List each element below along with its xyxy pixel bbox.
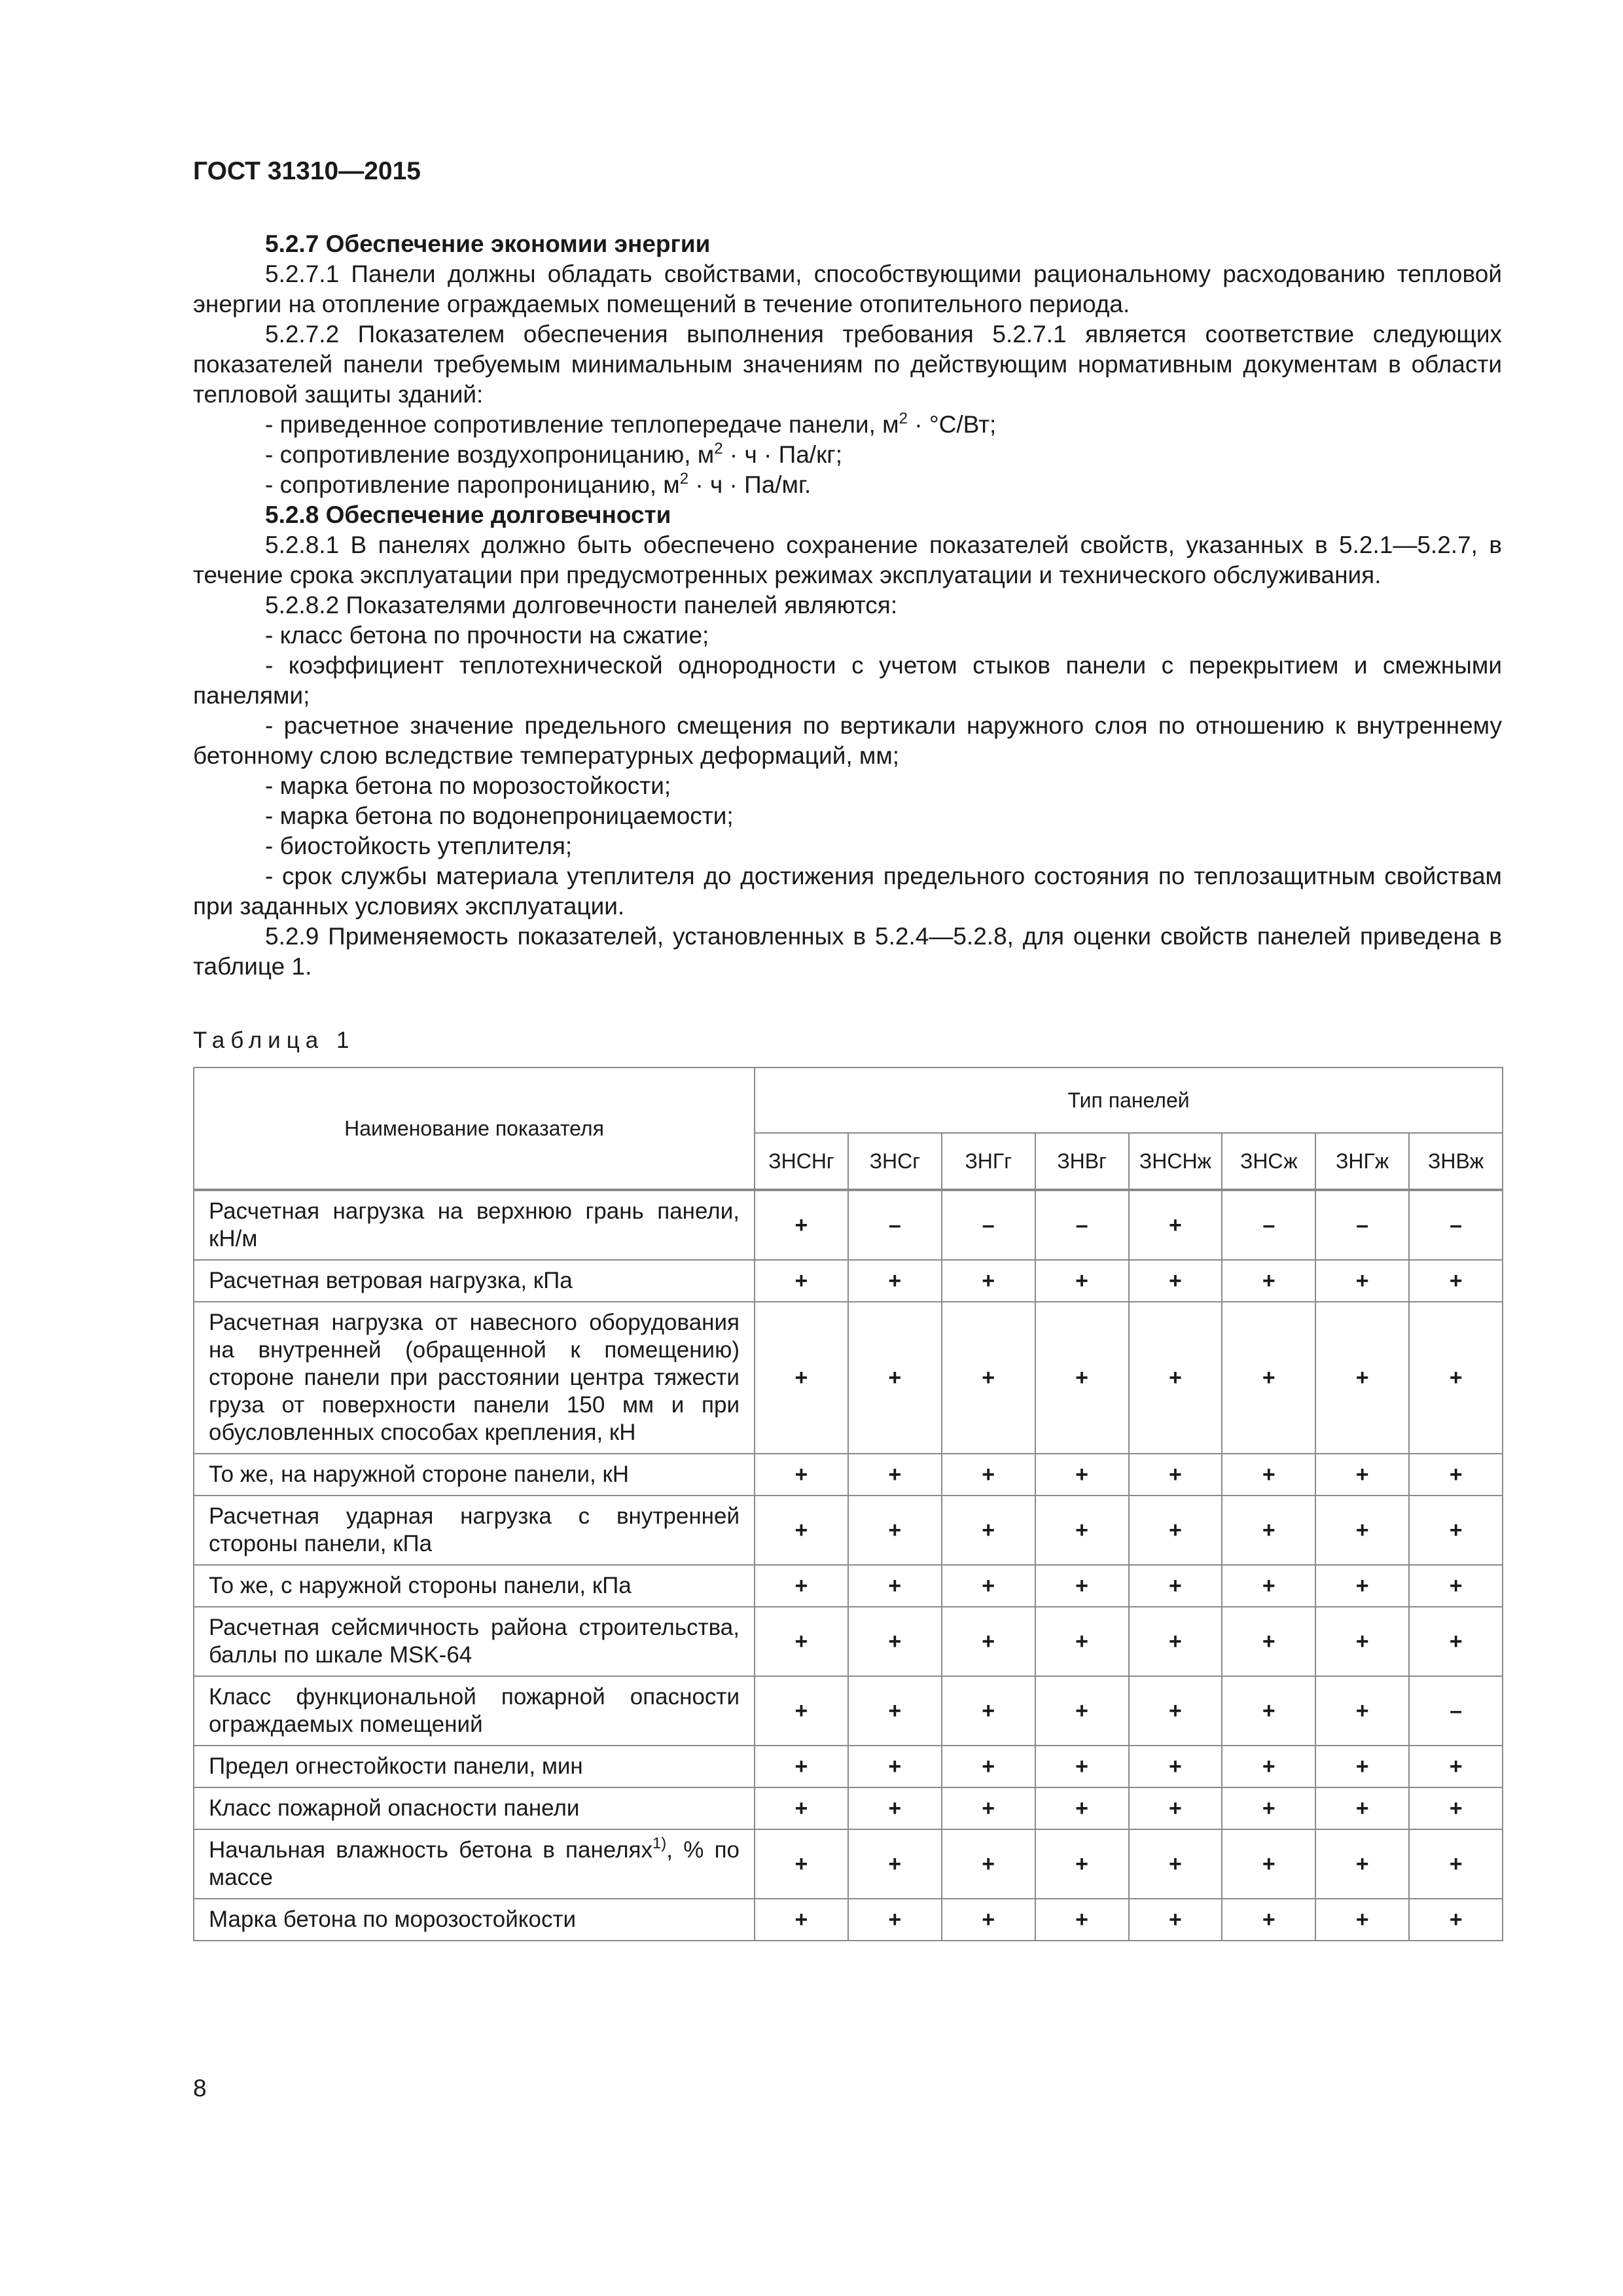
table-row: [194, 1260, 1503, 1302]
applicability-mark: +: [755, 1260, 848, 1302]
applicability-mark: +: [1315, 1302, 1409, 1454]
applicability-mark: +: [1222, 1787, 1315, 1829]
applicability-mark: +: [1129, 1302, 1222, 1454]
applicability-mark: –: [848, 1190, 942, 1260]
footnote-mark: 1): [652, 1835, 667, 1852]
section-heading: 5.2.8 Обеспечение долговечности: [265, 501, 671, 528]
list-item-text: - срок службы материала утеплителя до достижения предельного состояния по теплозащитным свойствам при заданных условиях эксплуатации.: [193, 863, 1502, 920]
applicability-mark: +: [942, 1787, 1035, 1829]
applicability-mark: +: [1035, 1899, 1129, 1941]
list-item: [193, 470, 1502, 500]
applicability-mark: +: [848, 1746, 942, 1787]
applicability-mark: +: [1035, 1607, 1129, 1676]
paragraph: 5.2.9 Применяемость показателей, установленных в 5.2.4—5.2.8, для оценки свойств панелей приведена в таблице 1.: [193, 923, 1502, 980]
applicability-mark: +: [1222, 1607, 1315, 1676]
applicability-mark: +: [848, 1607, 942, 1676]
applicability-mark: +: [848, 1565, 942, 1607]
list-item-text: - расчетное значение предельного смещения по вертикали наружного слоя по отношению к внутреннему бетонному слою вследствие температурных деформаций, мм;: [193, 712, 1502, 769]
applicability-mark: +: [1129, 1607, 1222, 1676]
list-item-text-tail: · ч · Па/кг;: [722, 441, 843, 468]
applicability-mark: +: [942, 1899, 1035, 1941]
applicability-mark: +: [1409, 1829, 1503, 1899]
list-item: [193, 651, 1502, 711]
column-group-panel-type: Тип панелей: [755, 1067, 1503, 1133]
applicability-mark: +: [1129, 1260, 1222, 1302]
paragraph: 5.2.8.2 Показателями долговечности панелей являются:: [265, 592, 898, 619]
applicability-mark: +: [942, 1454, 1035, 1496]
superscript: 2: [899, 410, 908, 427]
applicability-mark: +: [848, 1302, 942, 1454]
applicability-mark: +: [1315, 1787, 1409, 1829]
applicability-mark: +: [1222, 1746, 1315, 1787]
applicability-mark: +: [755, 1565, 848, 1607]
applicability-mark: +: [755, 1829, 848, 1899]
indicator-name: [194, 1565, 755, 1607]
table-row: [194, 1899, 1503, 1941]
indicator-name-text: Марка бетона по морозостойкости: [209, 1907, 577, 1932]
indicator-name-tail: , % по массе: [209, 1837, 740, 1890]
applicability-mark: +: [1035, 1565, 1129, 1607]
panel-type-header: ЗНГж: [1315, 1133, 1409, 1190]
indicator-name: [194, 1302, 755, 1454]
table-row: [194, 1676, 1503, 1746]
list-item-text: - марка бетона по водонепроницаемости;: [265, 802, 734, 829]
indicator-name: [194, 1899, 755, 1941]
table-body: [194, 1190, 1503, 1941]
indicator-name: [194, 1607, 755, 1676]
list-item-text: - марка бетона по морозостойкости;: [265, 772, 671, 799]
indicator-name: [194, 1260, 755, 1302]
panel-type-header: ЗНГг: [942, 1133, 1035, 1190]
list-item: [193, 771, 1502, 801]
list-item-text-tail: · °С/Вт;: [907, 411, 997, 438]
paragraph: 5.2.8.1 В панелях должно быть обеспечено сохранение показателей свойств, указанных в 5.2.1—5.2.7, в течение срока эксплуатации при предусмотренных режимах эксплуатации и технического обслуживания.: [193, 531, 1502, 588]
list-item: [193, 831, 1502, 861]
applicability-mark: +: [1315, 1676, 1409, 1746]
applicability-mark: +: [1129, 1454, 1222, 1496]
applicability-mark: +: [1315, 1746, 1409, 1787]
indicator-name: [194, 1829, 755, 1899]
applicability-mark: +: [1315, 1260, 1409, 1302]
applicability-mark: +: [1222, 1565, 1315, 1607]
applicability-mark: +: [1409, 1746, 1503, 1787]
table-row: [194, 1565, 1503, 1607]
applicability-mark: +: [1035, 1746, 1129, 1787]
panel-type-header: ЗНВж: [1409, 1133, 1503, 1190]
applicability-mark: +: [1035, 1676, 1129, 1746]
applicability-mark: +: [1409, 1454, 1503, 1496]
applicability-mark: +: [1315, 1565, 1409, 1607]
paragraph: 5.2.7.1 Панели должны обладать свойствами, способствующими рациональному расходованию тепловой энергии на отопление ограждаемых помещений в течение отопительного периода.: [193, 260, 1502, 317]
applicability-mark: +: [942, 1496, 1035, 1565]
applicability-mark: +: [1409, 1496, 1503, 1565]
indicators-table: [193, 1067, 1503, 1941]
applicability-mark: +: [848, 1454, 942, 1496]
panel-type-header: ЗНСж: [1222, 1133, 1315, 1190]
applicability-mark: +: [1129, 1190, 1222, 1260]
applicability-mark: +: [1222, 1829, 1315, 1899]
applicability-mark: +: [1035, 1496, 1129, 1565]
indicator-name-text: Класс функциональной пожарной опасности ограждаемых помещений: [209, 1684, 740, 1737]
indicator-name-text: Расчетная ударная нагрузка с внутренней стороны панели, кПа: [209, 1503, 740, 1556]
list-item: [193, 410, 1502, 440]
applicability-mark: +: [942, 1607, 1035, 1676]
table-row: [194, 1746, 1503, 1787]
applicability-mark: +: [848, 1676, 942, 1746]
indicator-name: [194, 1746, 755, 1787]
indicator-name: [194, 1190, 755, 1260]
applicability-mark: +: [755, 1746, 848, 1787]
applicability-mark: +: [1129, 1676, 1222, 1746]
applicability-mark: +: [1222, 1454, 1315, 1496]
applicability-mark: +: [1315, 1899, 1409, 1941]
table-row: [194, 1302, 1503, 1454]
list-item: [193, 711, 1502, 771]
applicability-mark: +: [942, 1829, 1035, 1899]
applicability-mark: +: [755, 1190, 848, 1260]
applicability-mark: +: [1409, 1302, 1503, 1454]
section-heading: 5.2.7 Обеспечение экономии энергии: [265, 230, 711, 257]
applicability-mark: –: [1409, 1190, 1503, 1260]
applicability-mark: +: [1409, 1899, 1503, 1941]
applicability-mark: –: [942, 1190, 1035, 1260]
list-item: [193, 620, 1502, 651]
document-page: [193, 157, 1502, 1941]
list-item-text: - класс бетона по прочности на сжатие;: [265, 622, 709, 649]
applicability-mark: +: [1409, 1607, 1503, 1676]
applicability-mark: +: [848, 1260, 942, 1302]
applicability-mark: +: [1129, 1787, 1222, 1829]
table-row: [194, 1190, 1503, 1260]
applicability-mark: –: [1222, 1190, 1315, 1260]
applicability-mark: +: [1222, 1496, 1315, 1565]
list-item-text: - биостойкость утеплителя;: [265, 833, 573, 859]
applicability-mark: +: [942, 1676, 1035, 1746]
superscript: 2: [679, 470, 689, 488]
applicability-mark: +: [848, 1899, 942, 1941]
indicator-name-text: Предел огнестойкости панели, мин: [209, 1753, 583, 1779]
list-item: [193, 801, 1502, 831]
indicator-name-text: Класс пожарной опасности панели: [209, 1795, 580, 1821]
list-item-text: - сопротивление паропроницанию, м: [265, 471, 680, 498]
applicability-mark: +: [1035, 1454, 1129, 1496]
list-item-text-tail: · ч · Па/мг.: [688, 471, 812, 498]
table-caption: Таблица 1: [193, 1028, 355, 1053]
applicability-mark: +: [1409, 1787, 1503, 1829]
indicator-name: [194, 1676, 755, 1746]
table-row: [194, 1787, 1503, 1829]
applicability-mark: +: [755, 1899, 848, 1941]
indicator-name-text: Расчетная ветровая нагрузка, кПа: [209, 1268, 573, 1293]
applicability-mark: +: [942, 1746, 1035, 1787]
applicability-mark: +: [848, 1496, 942, 1565]
body-text: [193, 229, 1502, 982]
indicator-name: [194, 1496, 755, 1565]
applicability-mark: –: [1035, 1190, 1129, 1260]
applicability-mark: +: [1129, 1899, 1222, 1941]
panel-type-header: ЗНСг: [848, 1133, 942, 1190]
list-item-text: - коэффициент теплотехнической однородности с учетом стыков панели с перекрытием и смежными панелями;: [193, 652, 1502, 709]
applicability-mark: +: [755, 1676, 848, 1746]
paragraph: 5.2.7.2 Показателем обеспечения выполнения требования 5.2.7.1 является соответствие следующих показателей панели требуемым минимальным значениям по действующим нормативным документам в области тепловой защиты зданий:: [193, 321, 1502, 408]
applicability-mark: +: [755, 1302, 848, 1454]
indicator-name-text: То же, с наружной стороны панели, кПа: [209, 1573, 632, 1598]
applicability-mark: +: [1035, 1787, 1129, 1829]
applicability-mark: +: [942, 1302, 1035, 1454]
applicability-mark: +: [1315, 1829, 1409, 1899]
list-item-text: - приведенное сопротивление теплопередаче панели, м: [265, 411, 899, 438]
applicability-mark: +: [848, 1787, 942, 1829]
applicability-mark: +: [755, 1454, 848, 1496]
applicability-mark: +: [1222, 1260, 1315, 1302]
standard-designation: ГОСТ 31310—2015: [193, 157, 421, 185]
applicability-mark: +: [848, 1829, 942, 1899]
applicability-mark: +: [1035, 1829, 1129, 1899]
applicability-mark: +: [1035, 1260, 1129, 1302]
applicability-mark: +: [755, 1496, 848, 1565]
applicability-mark: +: [1035, 1302, 1129, 1454]
table-row: [194, 1454, 1503, 1496]
applicability-mark: +: [755, 1607, 848, 1676]
panel-type-header: ЗНСНж: [1129, 1133, 1222, 1190]
indicator-name: [194, 1787, 755, 1829]
applicability-mark: +: [1222, 1899, 1315, 1941]
applicability-mark: +: [1222, 1302, 1315, 1454]
applicability-mark: +: [942, 1260, 1035, 1302]
list-item: [193, 861, 1502, 922]
applicability-mark: +: [1315, 1607, 1409, 1676]
table-row: [194, 1607, 1503, 1676]
superscript: 2: [714, 440, 723, 457]
page-number: 8: [193, 2075, 207, 2102]
indicator-name-text: То же, на наружной стороне панели, кН: [209, 1462, 630, 1487]
indicator-name-text: Расчетная нагрузка на верхнюю грань панели, кН/м: [209, 1198, 740, 1251]
applicability-mark: +: [1222, 1676, 1315, 1746]
list-item: [193, 440, 1502, 470]
applicability-mark: +: [1129, 1746, 1222, 1787]
indicator-name-text: Расчетная сейсмичность района строительства, баллы по шкале MSK-64: [209, 1615, 740, 1668]
applicability-mark: +: [755, 1787, 848, 1829]
list-item-text: - сопротивление воздухопроницанию, м: [265, 441, 715, 468]
applicability-mark: +: [1315, 1496, 1409, 1565]
applicability-mark: +: [1315, 1454, 1409, 1496]
table-row: [194, 1829, 1503, 1899]
applicability-mark: +: [1409, 1565, 1503, 1607]
panel-type-header: ЗНСНг: [755, 1133, 848, 1190]
applicability-mark: –: [1315, 1190, 1409, 1260]
indicator-name: [194, 1454, 755, 1496]
applicability-mark: –: [1409, 1676, 1503, 1746]
applicability-mark: +: [1409, 1260, 1503, 1302]
column-header-indicator: Наименование показателя: [194, 1067, 755, 1190]
applicability-mark: +: [1129, 1496, 1222, 1565]
indicator-name-text: Начальная влажность бетона в панелях: [209, 1837, 652, 1863]
panel-type-header: ЗНВг: [1035, 1133, 1129, 1190]
applicability-mark: +: [1129, 1565, 1222, 1607]
applicability-mark: +: [1129, 1829, 1222, 1899]
indicator-name-text: Расчетная нагрузка от навесного оборудования на внутренней (обращенной к помещению) стороне панели при расстоянии центра тяжести груза от поверхности панели 150 мм и при обусловленных способах крепления, кН: [209, 1310, 740, 1445]
applicability-mark: +: [942, 1565, 1035, 1607]
table-row: [194, 1496, 1503, 1565]
